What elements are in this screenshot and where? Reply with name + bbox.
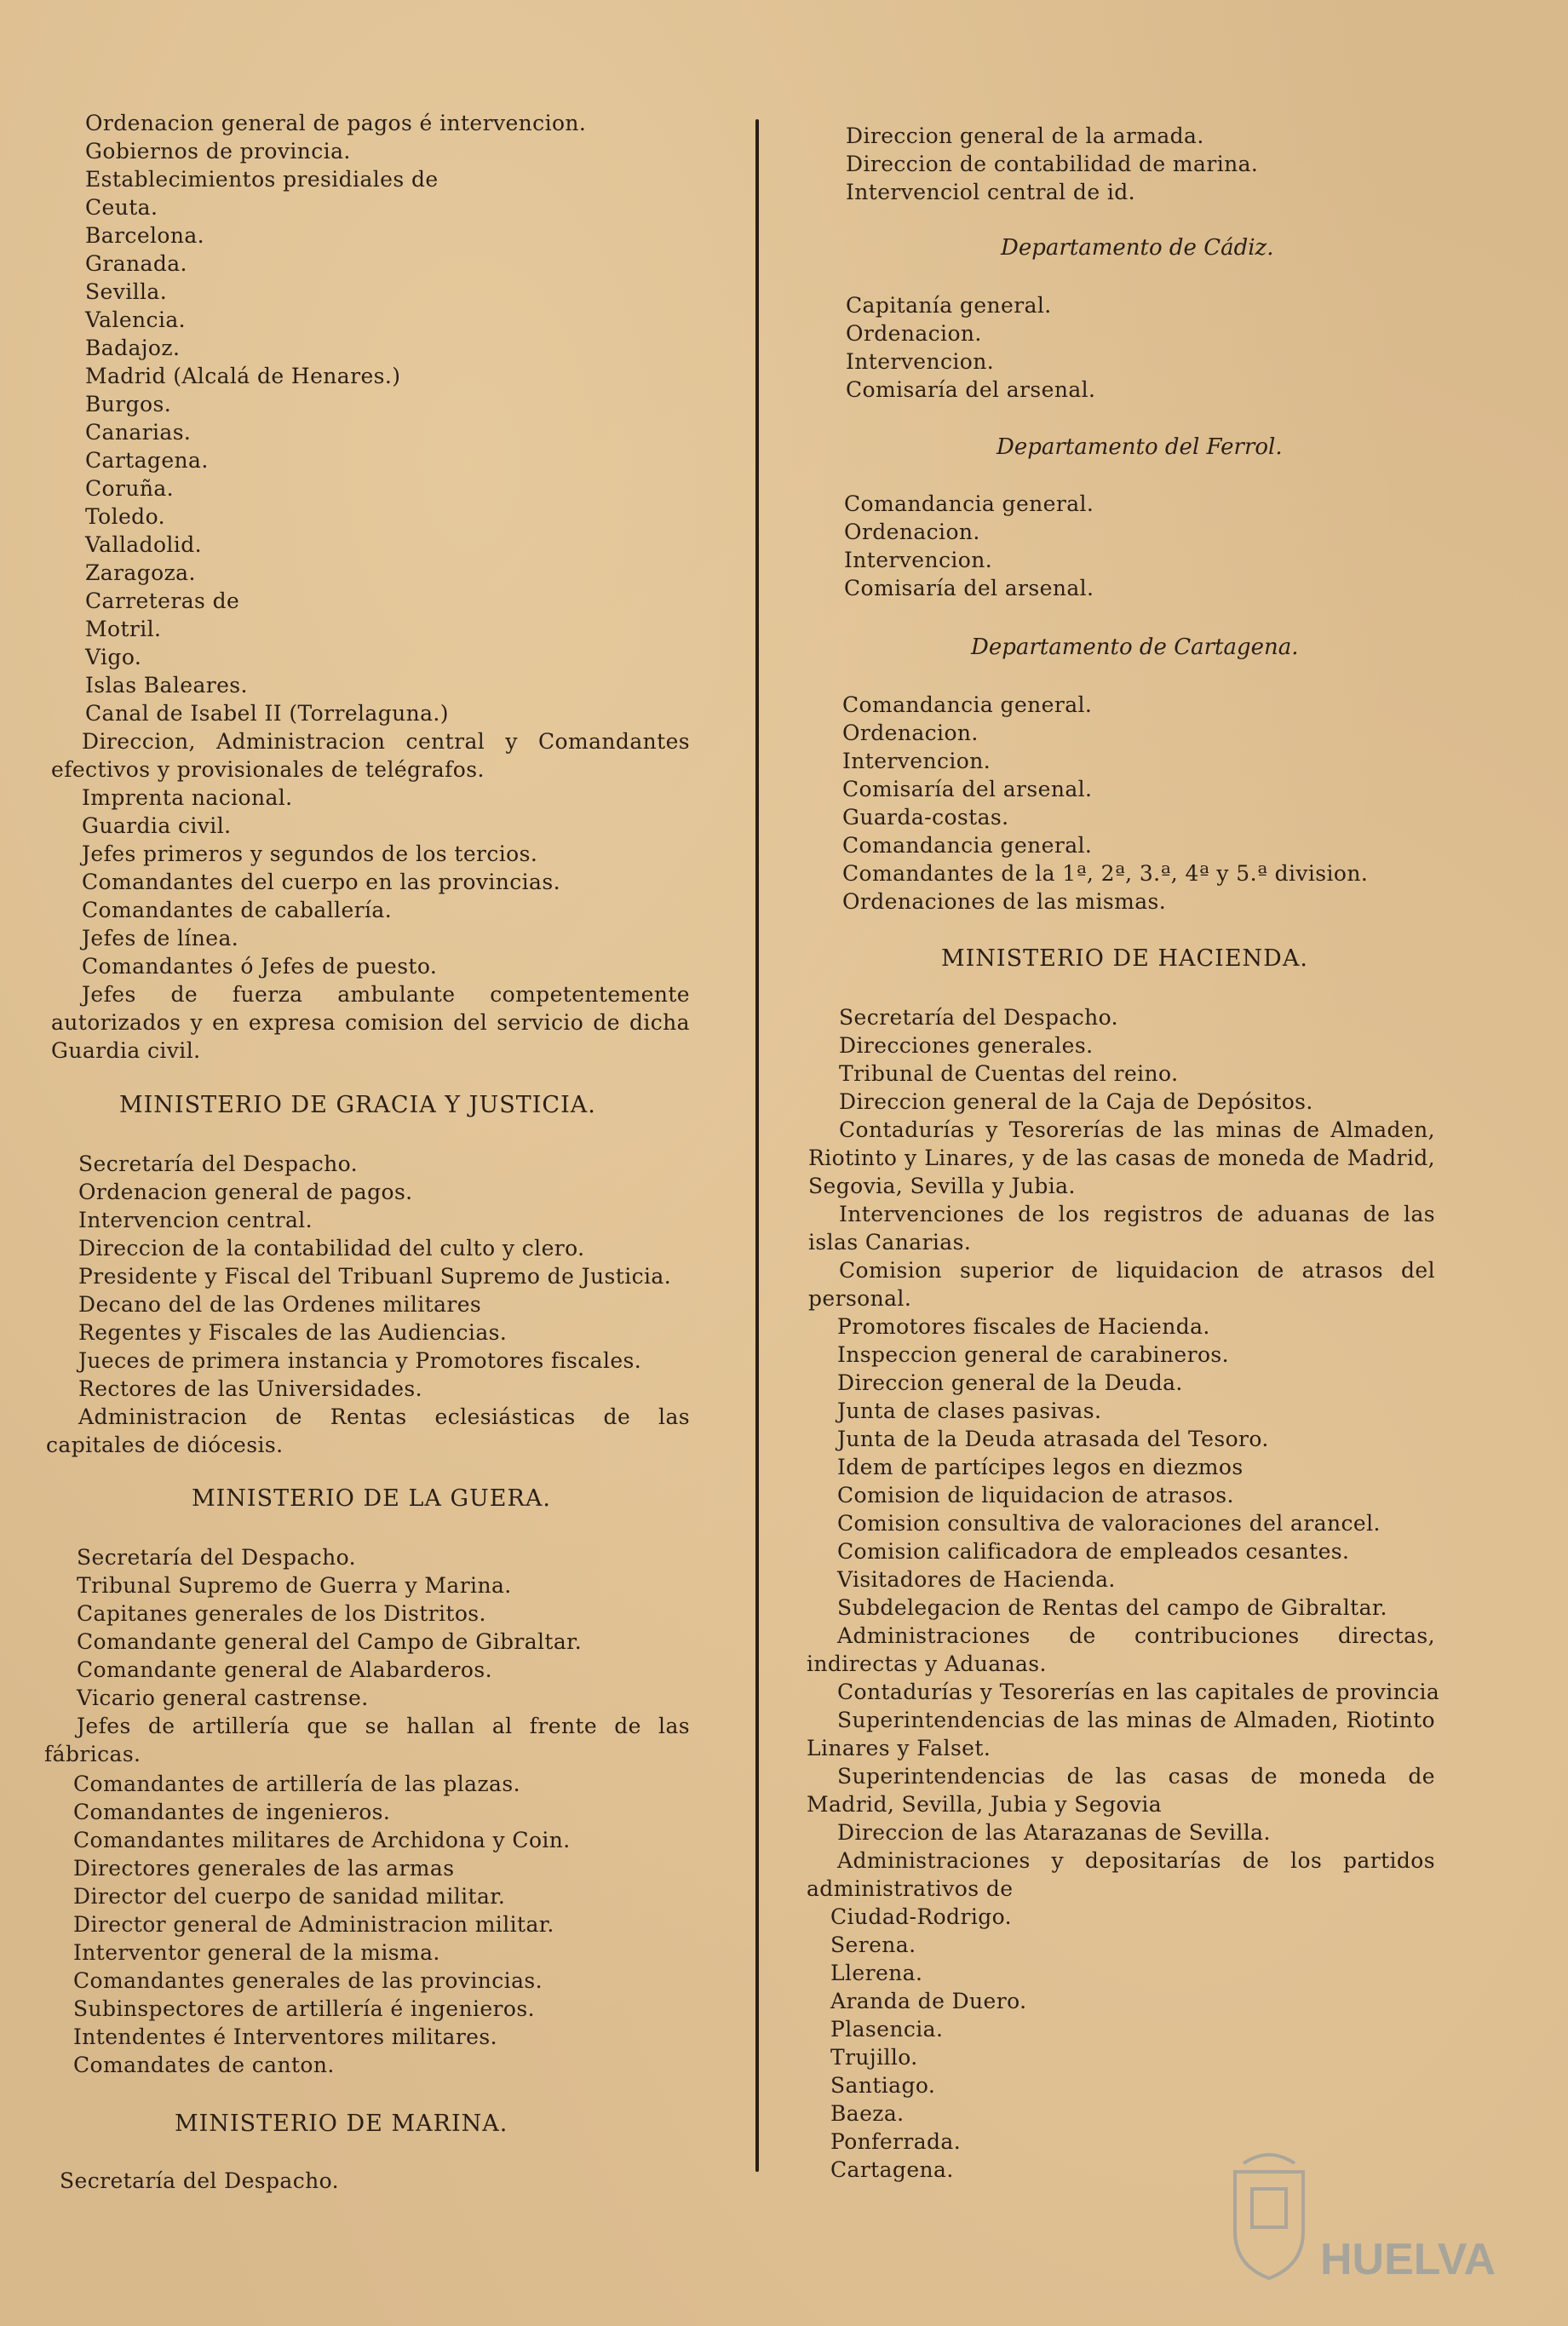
superintendencias-moneda-entry: Superintendencias de las casas de moneda de Madrid, Sevilla, Jubia y Segovia bbox=[807, 1764, 1435, 1817]
list-item: Vicario general castrense. bbox=[77, 1686, 369, 1710]
list-item: Comandantes ó Jefes de puesto. bbox=[82, 954, 438, 979]
archive-seal-watermark bbox=[1218, 2146, 1533, 2308]
list-item: Comandante general de Alabarderos. bbox=[77, 1657, 492, 1682]
list-item: Contadurías y Tesorerías en las capitales de provincia bbox=[837, 1680, 1440, 1704]
list-item: Inspeccion general de carabineros. bbox=[837, 1342, 1229, 1367]
list-item: Secretaría del Despacho. bbox=[78, 1152, 358, 1176]
list-item: Barcelona. bbox=[85, 223, 205, 248]
list-item: Madrid (Alcalá de Henares.) bbox=[85, 364, 401, 388]
list-item: Comandantes generales de las provincias. bbox=[73, 1968, 543, 1993]
comision-superior-entry: Comision superior de liquidacion de atrasos del personal. bbox=[808, 1258, 1435, 1311]
list-item: Intervencion central. bbox=[78, 1208, 313, 1232]
list-item: Ordenacion. bbox=[844, 520, 980, 544]
list-item: Intervencion. bbox=[842, 749, 991, 773]
list-item: Ordenaciones de las mismas. bbox=[842, 889, 1167, 914]
list-item: Directores generales de las armas bbox=[73, 1856, 455, 1881]
list-item: Cartagena. bbox=[830, 2157, 954, 2182]
list-item: Director general de Administracion militar. bbox=[73, 1912, 554, 1937]
list-item: Comisaría del arsenal. bbox=[844, 576, 1094, 600]
list-item: Intervencion. bbox=[846, 349, 995, 374]
list-item: Direccion general de la Deuda. bbox=[837, 1370, 1183, 1395]
list-item: Ceuta. bbox=[85, 195, 158, 220]
list-item: Ponferrada. bbox=[830, 2129, 962, 2154]
rentas-entry: Administracion de Rentas eclesiásticas de las capitales de diócesis. bbox=[46, 1404, 690, 1457]
list-item: Comision de liquidacion de atrasos. bbox=[837, 1483, 1234, 1508]
seal-text: HUELVA bbox=[1320, 2235, 1496, 2284]
department-title: Departamento de Cartagena. bbox=[971, 635, 1299, 660]
list-item: Plasencia. bbox=[830, 2017, 944, 2042]
list-item: Direccion de las Atarazanas de Sevilla. bbox=[837, 1820, 1271, 1845]
list-item: Director del cuerpo de sanidad militar. bbox=[73, 1884, 506, 1909]
list-item: Aranda de Duero. bbox=[830, 1989, 1027, 2013]
list-item: Tribunal de Cuentas del reino. bbox=[839, 1061, 1179, 1086]
list-item: Ordenacion. bbox=[842, 721, 979, 745]
list-item: Direccion de contabilidad de marina. bbox=[846, 152, 1259, 176]
list-item: Comandantes de la 1ª, 2ª, 3.ª, 4ª y 5.ª division. bbox=[842, 861, 1369, 886]
list-item: Visitadores de Hacienda. bbox=[837, 1567, 1116, 1592]
list-item: Guarda-costas. bbox=[842, 805, 1009, 830]
list-item: Canal de Isabel II (Torrelaguna.) bbox=[85, 701, 449, 726]
list-item: Cartagena. bbox=[85, 448, 209, 473]
list-item: Toledo. bbox=[85, 504, 165, 529]
section-heading-hacienda: MINISTERIO DE HACIENDA. bbox=[941, 945, 1308, 972]
list-item: Comandantes del cuerpo en las provincias. bbox=[82, 870, 560, 894]
list-item: Comision consultiva de valoraciones del arancel. bbox=[837, 1511, 1381, 1536]
list-item: Decano del de las Ordenes militares bbox=[78, 1292, 482, 1317]
list-item: Direccion general de la Caja de Depósitos. bbox=[839, 1089, 1313, 1114]
list-item: Capitanía general. bbox=[846, 293, 1052, 318]
list-item: Coruña. bbox=[85, 476, 174, 501]
list-item: Zaragoza. bbox=[85, 560, 196, 585]
list-item: Baeza. bbox=[830, 2101, 905, 2126]
list-item: Comandantes militares de Archidona y Coin. bbox=[73, 1828, 571, 1852]
artilleria-entry: Jefes de artillería que se hallan al frente de las fábricas. bbox=[44, 1714, 690, 1766]
list-item: Subdelegacion de Rentas del campo de Gibraltar. bbox=[837, 1595, 1387, 1620]
list-item: Ordenacion general de pagos é intervencion. bbox=[85, 111, 587, 135]
list-item: Comandantes de ingenieros. bbox=[73, 1800, 391, 1824]
list-item: Idem de partícipes legos en diezmos bbox=[837, 1455, 1243, 1479]
column-divider bbox=[755, 119, 759, 2172]
section-heading-marina: MINISTERIO DE MARINA. bbox=[175, 2111, 508, 2137]
list-item: Vigo. bbox=[85, 645, 142, 669]
list-item: Intervencion. bbox=[844, 548, 993, 572]
list-item: Intervenciol central de id. bbox=[846, 180, 1136, 204]
list-item: Subinspectores de artillería é ingenieros. bbox=[73, 1996, 535, 2021]
fuerza-ambulante-entry: Jefes de fuerza ambulante competentemente autorizados y en expresa comision del servicio de dicha Guardia civil. bbox=[51, 982, 690, 1063]
superintendencias-minas-entry: Superintendencias de las minas de Almaden, Riotinto Linares y Falset. bbox=[807, 1708, 1435, 1760]
department-title: Departamento del Ferrol. bbox=[997, 434, 1283, 460]
list-item: Secretaría del Despacho. bbox=[839, 1005, 1118, 1030]
section-heading-guera: MINISTERIO DE LA GUERA. bbox=[192, 1485, 551, 1512]
list-item: Ordenacion general de pagos. bbox=[78, 1180, 413, 1204]
administraciones-entry: Administraciones de contribuciones directas, indirectas y Aduanas. bbox=[807, 1623, 1435, 1676]
list-item: Junta de clases pasivas. bbox=[837, 1398, 1102, 1423]
list-item: Comandancia general. bbox=[844, 491, 1094, 516]
telegrafos-entry: Direccion, Administracion central y Comandantes efectivos y provisionales de telégrafos. bbox=[51, 729, 690, 782]
depositarias-entry: Administraciones y depositarías de los partidos administrativos de bbox=[807, 1848, 1435, 1901]
list-item: Serena. bbox=[830, 1933, 916, 1957]
list-item: Comisaría del arsenal. bbox=[842, 777, 1093, 801]
list-item: Gobiernos de provincia. bbox=[85, 139, 351, 164]
list-item: Ordenacion. bbox=[846, 321, 982, 346]
list-item: Jueces de primera instancia y Promotores fiscales. bbox=[78, 1348, 642, 1373]
section-heading-gracia: MINISTERIO DE GRACIA Y JUSTICIA. bbox=[119, 1092, 596, 1118]
list-item: Islas Baleares. bbox=[85, 673, 248, 698]
list-item: Valladolid. bbox=[85, 532, 202, 557]
list-item: Motril. bbox=[85, 617, 162, 641]
list-item: Promotores fiscales de Hacienda. bbox=[837, 1314, 1210, 1339]
list-item: Comandante general del Campo de Gibraltar. bbox=[77, 1629, 583, 1654]
list-item: Presidente y Fiscal del Tribuanl Supremo de Justicia. bbox=[78, 1264, 672, 1289]
list-item: Tribunal Supremo de Guerra y Marina. bbox=[77, 1573, 512, 1598]
list-item: Trujillo. bbox=[830, 2045, 918, 2070]
list-item: Rectores de las Universidades. bbox=[78, 1376, 423, 1401]
list-item: Capitanes generales de los Distritos. bbox=[77, 1601, 486, 1626]
list-item: Comisaría del arsenal. bbox=[846, 377, 1096, 402]
list-item: Sevilla. bbox=[85, 279, 168, 304]
list-item: Junta de la Deuda atrasada del Tesoro. bbox=[837, 1427, 1269, 1451]
list-item: Comandantes de artillería de las plazas. bbox=[73, 1772, 520, 1796]
list-item: Interventor general de la misma. bbox=[73, 1940, 440, 1965]
list-item: Burgos. bbox=[85, 392, 172, 416]
intervenciones-entry: Intervenciones de los registros de aduanas de las islas Canarias. bbox=[808, 1202, 1435, 1255]
list-item: Guardia civil. bbox=[82, 813, 232, 838]
list-item: Imprenta nacional. bbox=[82, 785, 293, 810]
list-item: Regentes y Fiscales de las Audiencias. bbox=[78, 1320, 508, 1345]
list-item: Secretaría del Despacho. bbox=[77, 1545, 356, 1570]
list-item: Establecimientos presidiales de bbox=[85, 167, 439, 192]
list-item: Direccion de la contabilidad del culto y clero. bbox=[78, 1236, 585, 1261]
department-title: Departamento de Cádiz. bbox=[1001, 235, 1274, 261]
list-item: Jefes primeros y segundos de los tercios. bbox=[82, 841, 538, 866]
list-item: Direccion general de la armada. bbox=[846, 123, 1204, 148]
list-item: Llerena. bbox=[830, 1961, 923, 1985]
list-item: Granada. bbox=[85, 251, 187, 276]
contadurias-minas-entry: Contadurías y Tesorerías de las minas de Almaden, Riotinto y Linares, y de las casas de moneda de Madrid, Segovia, Sevilla y Jubia. bbox=[808, 1117, 1435, 1198]
list-item: Ciudad-Rodrigo. bbox=[830, 1904, 1012, 1929]
list-item: Comision calificadora de empleados cesantes. bbox=[837, 1539, 1350, 1564]
list-item: Santiago. bbox=[830, 2073, 936, 2098]
list-item: Comandancia general. bbox=[842, 833, 1093, 858]
list-item: Carreteras de bbox=[85, 589, 240, 613]
list-item: Comandantes de caballería. bbox=[82, 898, 393, 922]
list-item: Comandates de canton. bbox=[73, 2053, 335, 2077]
list-item: Comandancia general. bbox=[842, 692, 1093, 717]
list-item: Intendentes é Interventores militares. bbox=[73, 2024, 497, 2049]
list-item: Secretaría del Despacho. bbox=[60, 2168, 339, 2193]
list-item: Canarias. bbox=[85, 420, 192, 445]
list-item: Valencia. bbox=[85, 307, 187, 332]
list-item: Direcciones generales. bbox=[839, 1033, 1094, 1058]
list-item: Jefes de línea. bbox=[82, 926, 239, 951]
list-item: Badajoz. bbox=[85, 336, 181, 360]
